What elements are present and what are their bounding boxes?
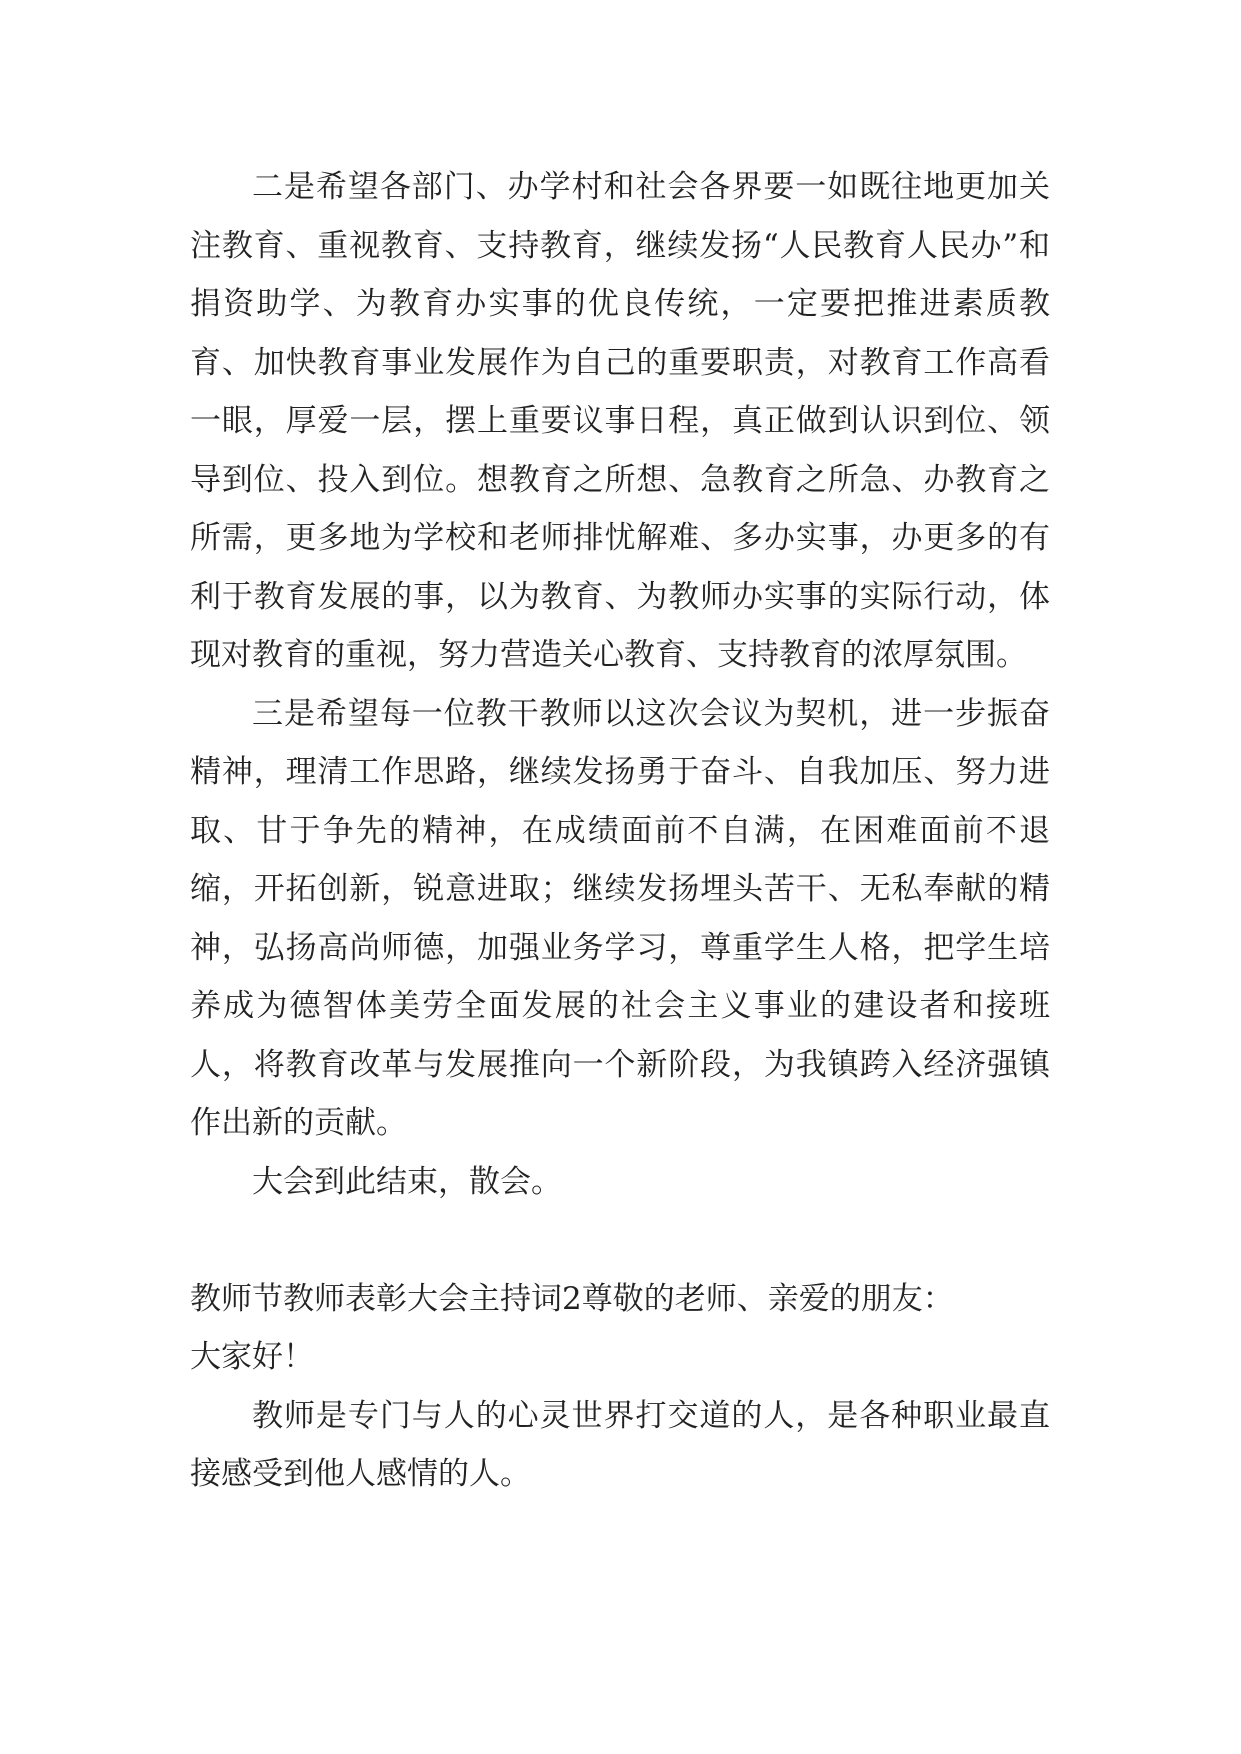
blank-line xyxy=(190,1211,1050,1270)
section-heading-host-script-2: 教师节教师表彰大会主持词2尊敬的老师、亲爱的朋友： xyxy=(190,1280,954,1317)
paragraph-hope-teachers: 三是希望每一位教干教师以这次会议为契机，进一步振奋精神，理清工作思路，继续发扬勇于奋斗、自我加压、努力进取、甘于争先的精神，在成绩面前不自满，在困难面前不退缩，开拓创新，锐意进取；继续发扬埋头苦干、无私奉献的精神，弘扬高尚师德，加强业务学习，尊重学生人格，把学生培养成为德智体美劳全面发展的社会主义事业的建设者和接班人，将教育改革与发展推向一个新阶段，为我镇跨入经济强镇作出新的贡献。 xyxy=(190,695,1050,1141)
document-body xyxy=(190,158,1050,1504)
paragraph-teacher-intro: 教师是专门与人的心灵世界打交道的人，是各种职业最直接感受到他人感情的人。 xyxy=(190,1397,1050,1492)
greeting-line: 大家好！ xyxy=(190,1339,314,1375)
paragraph-meeting-close: 大会到此结束，散会。 xyxy=(252,1163,562,1200)
paragraph-hope-departments: 二是希望各部门、办学村和社会各界要一如既往地更加关注教育、重视教育、支持教育，继续发扬“人民教育人民办”和捐资助学、为教育办实事的优良传统，一定要把推进素质教育、加快教育事业发展作为自己的重要职责，对教育工作高看一眼，厚爱一层，摆上重要议事日程，真正做到认识到位、领导到位、投入到位。想教育之所想、急教育之所急、办教育之所需，更多地为学校和老师排忧解难、多办实事，办更多的有利于教育发展的事，以为教育、为教师办实事的实际行动，体现对教育的重视，努力营造关心教育、支持教育的浓厚氛围。 xyxy=(190,169,1050,673)
